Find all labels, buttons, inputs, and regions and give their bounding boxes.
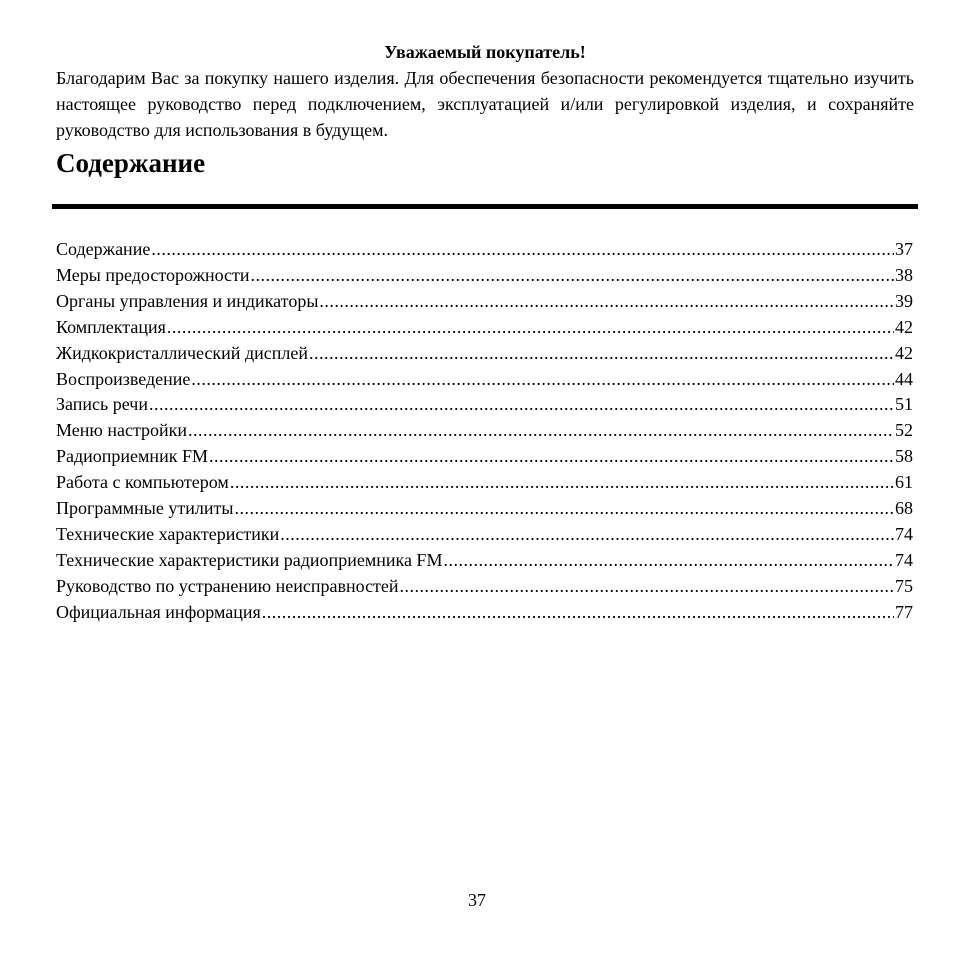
toc-entry-page: 74	[895, 523, 913, 544]
toc-entry-computer[interactable]	[56, 470, 913, 496]
toc-dot-leader	[319, 289, 894, 315]
toc-entry-label: Меню настройки	[56, 420, 188, 441]
toc-entry-page: 37	[895, 239, 913, 259]
toc-entry-label: Радиоприемник FM	[56, 446, 208, 467]
toc-entry-playback[interactable]	[56, 367, 913, 393]
toc-entry-page: 42	[895, 342, 913, 363]
toc-entry-label: Работа с компьютером	[56, 472, 229, 493]
toc-entry-label: Органы управления и индикаторы	[56, 290, 319, 311]
toc-dot-leader	[149, 392, 894, 418]
toc-dot-leader	[262, 600, 894, 626]
toc-entry-label: Технические характеристики	[56, 523, 280, 544]
toc-title: Содержание	[56, 148, 206, 178]
toc-dot-leader	[188, 418, 894, 444]
toc-entry-page: 42	[895, 316, 913, 337]
toc-entry-label: Содержание	[56, 239, 151, 259]
toc-entry-page: 68	[895, 498, 913, 519]
toc-entry-lcd[interactable]	[56, 341, 913, 367]
toc-dot-leader	[191, 367, 894, 393]
toc-entry-label: Официальная информация	[56, 601, 261, 622]
heading-divider	[52, 204, 918, 209]
toc-entry-package[interactable]	[56, 315, 913, 341]
toc-entry-settings-menu[interactable]	[56, 418, 913, 444]
toc-dot-leader	[400, 574, 894, 600]
toc-entry-specifications[interactable]	[56, 522, 913, 548]
toc-entry-fm-specifications[interactable]	[56, 548, 913, 574]
toc-entry-label: Руководство по устранению неисправностей	[56, 575, 399, 596]
toc-entry-fm-radio[interactable]	[56, 444, 913, 470]
toc-entry-page: 52	[895, 420, 913, 441]
toc-entry-label: Воспроизведение	[56, 368, 191, 389]
intro-paragraph: Благодарим Вас за покупку нашего изделия. Для обеспечения безопасности рекомендуется тщательно изучить настоящее руководство перед подключением, эксплуатацией и/или регулировкой изделия, и сохраняйте руководство для использования в будущем.	[56, 68, 914, 140]
toc-dot-leader	[443, 548, 894, 574]
toc-entry-controls[interactable]	[56, 289, 913, 315]
toc-entry-page: 38	[895, 264, 913, 285]
toc-entry-page: 58	[895, 446, 913, 467]
toc-entry-label: Технические характеристики радиоприемника FM	[56, 549, 443, 570]
toc-entry-official-info[interactable]	[56, 600, 913, 626]
toc-entry-page: 74	[895, 549, 913, 570]
toc-entry-page: 77	[895, 601, 913, 622]
toc-entry-label: Жидкокристаллический дисплей	[56, 342, 308, 363]
toc-entry-label: Программные утилиты	[56, 498, 234, 519]
page-number: 37	[468, 890, 486, 910]
toc-entry-label: Меры предосторожности	[56, 264, 250, 285]
toc-entry-voice-recording[interactable]	[56, 392, 913, 418]
toc-entry-software[interactable]	[56, 496, 913, 522]
toc-dot-leader	[151, 237, 894, 263]
document-page	[56, 40, 914, 181]
toc-entry-page: 51	[895, 394, 913, 415]
toc-entry-precautions[interactable]	[56, 263, 913, 289]
toc-entry-page: 44	[895, 368, 913, 389]
toc-entry-page: 75	[895, 575, 913, 596]
toc-entry-label: Запись речи	[56, 394, 148, 415]
toc-dot-leader	[234, 496, 894, 522]
toc-dot-leader	[230, 470, 894, 496]
toc-entry-contents[interactable]	[56, 237, 913, 263]
toc-entry-page: 39	[895, 290, 913, 311]
toc-entry-page: 61	[895, 472, 913, 493]
toc-entry-troubleshooting[interactable]	[56, 574, 913, 600]
table-of-contents	[56, 237, 913, 626]
toc-entry-label: Комплектация	[56, 316, 166, 337]
toc-dot-leader	[167, 315, 894, 341]
greeting-heading: Уважаемый покупатель!	[384, 42, 586, 62]
toc-dot-leader	[309, 341, 894, 367]
toc-dot-leader	[209, 444, 894, 470]
toc-dot-leader	[280, 522, 894, 548]
toc-dot-leader	[251, 263, 894, 289]
